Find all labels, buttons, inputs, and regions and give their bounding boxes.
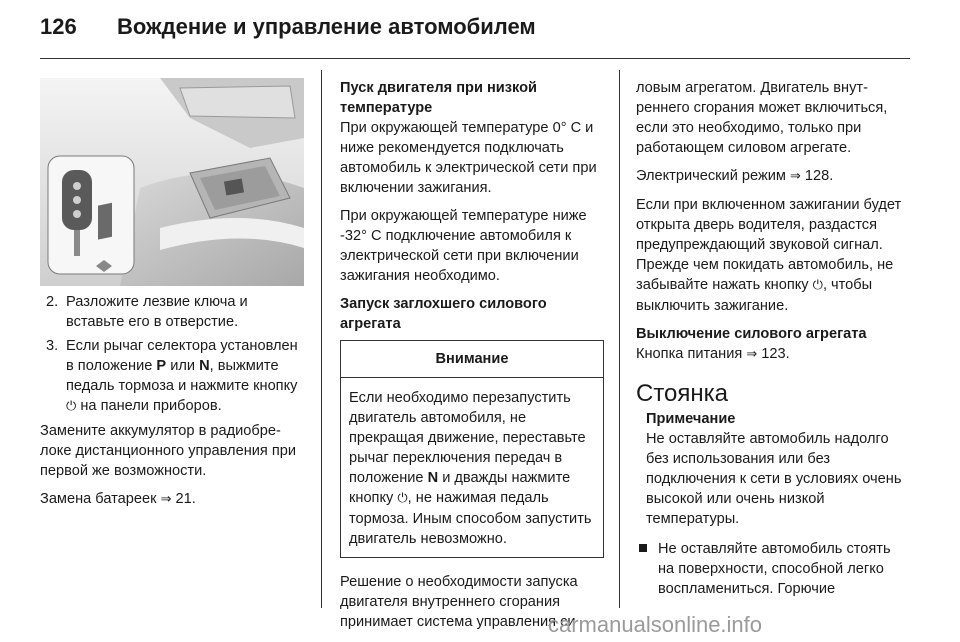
gear-n: N	[199, 358, 210, 374]
power-icon: ⏻	[397, 491, 408, 506]
key-slot-illustration	[40, 78, 304, 286]
text-run: , выжмите педаль тормоза и нажмите кнопку	[66, 358, 298, 394]
paragraph: Замените аккумулятор в радиобрелоке дистанционного управления при первой же возможности.	[40, 423, 297, 479]
section-heading: Выключение силового агрегата	[636, 326, 867, 342]
power-icon: ⏻	[66, 399, 77, 414]
note-box	[636, 409, 910, 529]
paragraph: При окружающей температуре ниже -32° C подключение автомобиля к электрической сети при включении зажигания необходимо.	[340, 208, 587, 284]
step-2-text: Разложите лезвие ключа и вставьте его в отверстие.	[66, 294, 248, 330]
text-run: Если необходимо перезапустить двигатель автомобиля, не прекращая движение, переставьте рычаг переключения передач в положение	[349, 390, 586, 486]
chapter-heading: Стоянка	[636, 380, 729, 407]
paragraph: ловым агрегатом. Двигатель внутреннего сгорания может включиться, если это необходимо, только при работающем силовом агрегате.	[636, 80, 888, 156]
ref-page: 21.	[171, 491, 196, 507]
column-2	[340, 78, 604, 640]
column-divider-2	[619, 70, 620, 608]
warning-box	[340, 340, 604, 558]
text-run: на панели приборов.	[76, 398, 222, 414]
text-run: , чтобы выключить зажигание.	[636, 277, 873, 314]
watermark: carmanualsonline.info	[548, 612, 763, 637]
header-rule	[40, 58, 910, 59]
gear-n: N	[427, 470, 439, 486]
list-number: 3.	[46, 338, 59, 354]
column-divider-1	[321, 70, 322, 608]
power-icon: ⏻	[812, 278, 823, 293]
cross-reference	[636, 166, 910, 187]
cross-reference	[636, 344, 910, 365]
paragraph: Решение о необходимости запуска двигателя внутреннего сгорания принимает система управления си	[340, 574, 578, 630]
page-number: 126	[40, 14, 77, 39]
column-1	[40, 292, 304, 518]
bullet-text: Не оставляйте автомобиль стоять на поверхности, способной легко воспламениться. Горючие	[658, 541, 891, 597]
note-title: Примечание	[646, 411, 736, 427]
text-run: или	[166, 358, 200, 374]
ref-text: Электрический режим	[636, 168, 790, 184]
warning-title: Внимание	[341, 341, 603, 378]
paragraph: При окружающей температуре 0° C и ниже рекомендуется подключать автомобиль к электрической сети при включении зажигания.	[340, 120, 597, 196]
gear-p: P	[156, 358, 167, 374]
ref-text: Кнопка питания	[636, 346, 747, 362]
step-3-text	[66, 338, 298, 414]
text-run: Если при включенном зажигании будет открыта дверь водителя, раздастся предупреждающий звуковой сигнал. Прежде чем покидать автомобиль, не забывайте нажать кнопку	[636, 197, 902, 293]
text-run: Если рычаг селектора установлен в положение	[66, 338, 298, 374]
ref-text: Замена батареек	[40, 491, 161, 507]
reference-arrow-icon: ⇒	[789, 169, 801, 184]
list-number: 2.	[46, 294, 59, 310]
column-3	[636, 78, 910, 599]
list-item	[40, 292, 304, 332]
ref-page: 123.	[757, 346, 790, 362]
cross-reference	[40, 489, 304, 510]
bullet-square-icon	[639, 544, 647, 552]
list-item	[40, 336, 304, 417]
ref-page: 128.	[800, 168, 834, 184]
reference-arrow-icon: ⇒	[746, 347, 758, 362]
bullet-item	[636, 539, 910, 599]
text-run: и дважды нажмите кнопку	[349, 470, 571, 506]
note-text: Не оставляйте автомобиль надолго без использования или без подключения к сети в условиях очень высокой или очень низкой температуры.	[646, 431, 902, 527]
paragraph	[636, 195, 910, 316]
page-title: Вождение и управление автомобилем	[117, 14, 536, 39]
section-heading: Пуск двигателя при низкой температуре	[340, 80, 538, 116]
reference-arrow-icon: ⇒	[160, 492, 172, 507]
section-heading: Запуск заглохшего силового агрегата	[340, 296, 547, 332]
text-run: , не нажимая педаль тормоза. Иным способом запустить двигатель невозможно.	[349, 490, 592, 547]
warning-body	[341, 378, 603, 557]
